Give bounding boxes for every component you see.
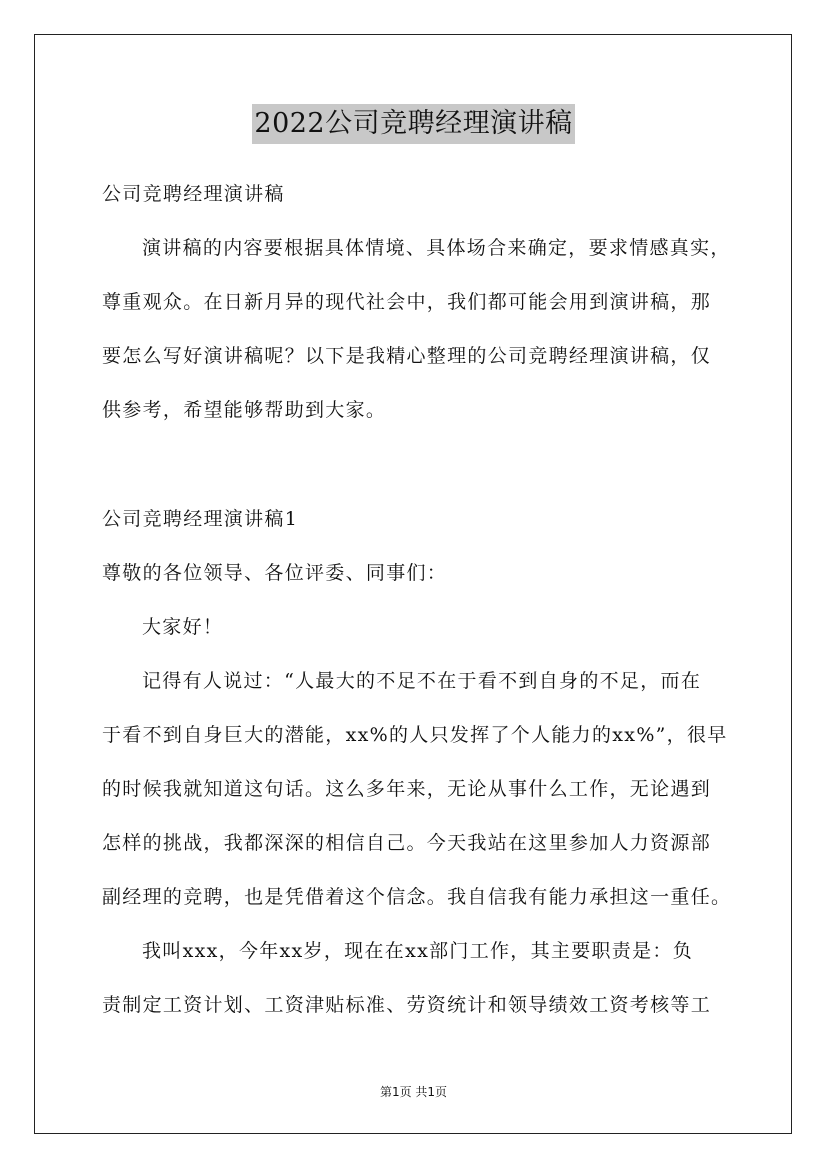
paragraph-line: 供参考，希望能够帮助到大家。 xyxy=(102,399,387,421)
paragraph-line: 怎样的挑战，我都深深的相信自己。今天我站在这里参加人力资源部 xyxy=(102,832,712,854)
document-title: 2022公司竞聘经理演讲稿 xyxy=(252,104,574,144)
paragraph-line: 责制定工资计划、工资津贴标准、劳资统计和领导绩效工资考核等工 xyxy=(102,994,712,1016)
section-heading: 公司竞聘经理演讲稿1 xyxy=(102,508,299,530)
paragraph-line: 副经理的竞聘，也是凭借着这个信念。我自信我有能力承担这一重任。 xyxy=(102,886,732,908)
paragraph-line: 要怎么写好演讲稿呢？以下是我精心整理的公司竞聘经理演讲稿，仅 xyxy=(102,345,712,367)
paragraph-line: 记得有人说过：“人最大的不足不在于看不到自身的不足，而在 xyxy=(142,670,702,692)
title-container xyxy=(0,104,827,144)
paragraph-line: 尊重观众。在日新月异的现代社会中，我们都可能会用到演讲稿，那 xyxy=(102,291,712,313)
page-footer: 第1页 共1页 xyxy=(379,1085,448,1099)
paragraph-line: 演讲稿的内容要根据具体情境、具体场合来确定，要求情感真实， xyxy=(142,237,731,259)
paragraph-line: 的时候我就知道这句话。这么多年来，无论从事什么工作，无论遇到 xyxy=(102,778,712,800)
greeting: 大家好！ xyxy=(142,616,224,638)
section-heading: 公司竞聘经理演讲稿 xyxy=(102,183,285,205)
paragraph-line: 于看不到自身巨大的潜能，xx%的人只发挥了个人能力的xx%”，很早 xyxy=(102,724,728,746)
paragraph-line: 我叫xxx，今年xx岁，现在在xx部门工作，其主要职责是：负 xyxy=(142,940,694,962)
salutation: 尊敬的各位领导、各位评委、同事们： xyxy=(102,562,448,584)
